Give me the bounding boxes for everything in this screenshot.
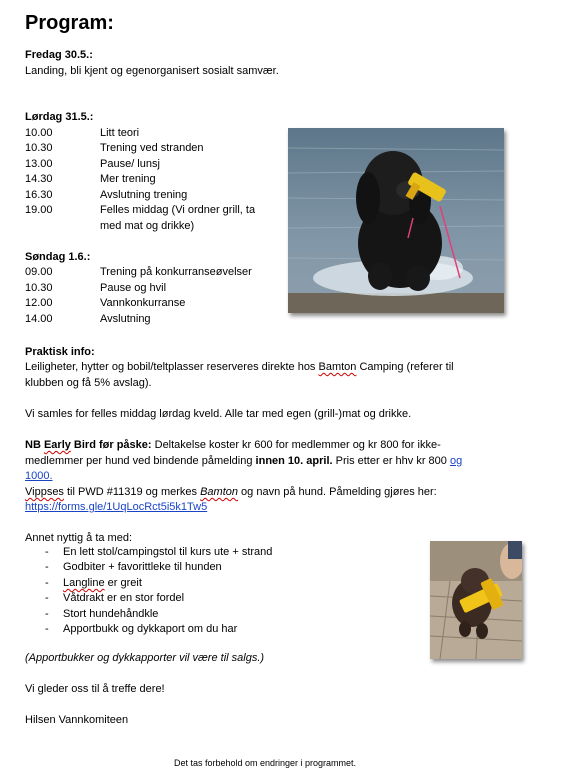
schedule-row: 10.30 Pause og hvil xyxy=(25,282,167,294)
bring-intro: Annet nyttig å ta med: xyxy=(25,532,133,544)
dinner-info: Vi samles for felles middag lørdag kveld. Alle tar med egen (grill-)mat og drikke. xyxy=(25,408,412,420)
schedule-row: 13.00 Pause/ lunsj xyxy=(25,158,160,170)
early-bird-line: 1000. xyxy=(25,470,53,482)
list-item: Våtdrakt er en stor fordel xyxy=(63,592,185,604)
puppy-with-toy-photo xyxy=(430,541,522,659)
early-bird-line: Vippses til PWD #11319 og merkes Bamton og navn på hund. Påmelding gjøres her: xyxy=(25,486,437,498)
signature: Hilsen Vannkomiteen xyxy=(25,714,129,726)
page-title: Program: xyxy=(25,12,114,34)
early-bird-line: NB Early Bird før påske: Deltakelse koster kr 600 for medlemmer og kr 800 for ikke- xyxy=(25,439,441,451)
schedule-row: 19.00 Felles middag (Vi ordner grill, ta xyxy=(25,204,256,216)
list-item: En lett stol/campingstol til kurs ute + strand xyxy=(63,546,273,558)
list-item: Langline er greit xyxy=(63,577,142,589)
schedule-row: 16.30 Avslutning trening xyxy=(25,189,188,201)
sunday-heading: Søndag 1.6.: xyxy=(25,251,91,263)
schedule-row: 10.00 Litt teori xyxy=(25,127,140,139)
closing-greeting: Vi gleder oss til å treffe dere! xyxy=(25,683,165,695)
sale-note: (Apportbukker og dykkapporter vil være til salgs.) xyxy=(25,652,265,664)
saturday-heading: Lørdag 31.5.: xyxy=(25,111,94,123)
early-bird-line: medlemmer per hund ved bindende påmelding innen 10. april. Pris etter er hhv kr 800 og xyxy=(25,455,463,467)
list-item: Stort hundehåndkle xyxy=(63,608,159,620)
friday-text: Landing, bli kjent og egenorganisert sosialt samvær. xyxy=(25,65,279,77)
signup-link[interactable]: https://forms.gle/1UqLocRct5i5k1Tw5 xyxy=(25,501,208,513)
schedule-row: 10.30 Trening ved stranden xyxy=(25,142,204,154)
schedule-row-continued: med mat og drikke) xyxy=(100,220,195,232)
practical-line: klubben og få 5% avslag). xyxy=(25,377,152,389)
footer-note: Det tas forbehold om endringer i programmet. xyxy=(173,758,357,768)
practical-line: Leiligheter, hytter og bobil/teltplasser reserveres direkte hos Bamton Camping (referer til xyxy=(25,361,454,373)
schedule-row: 14.30 Mer trening xyxy=(25,173,156,185)
schedule-row: 12.00 Vannkonkurranse xyxy=(25,297,186,309)
practical-heading: Praktisk info: xyxy=(25,346,95,358)
list-item: Godbiter + favorittleke til hunden xyxy=(63,561,222,573)
friday-heading: Fredag 30.5.: xyxy=(25,49,93,61)
list-item: Apportbukk og dykkaport om du har xyxy=(63,623,238,635)
dog-in-water-photo xyxy=(288,128,504,313)
bring-list: - En lett stol/campingstol til kurs ute + strand - Godbiter + favorittleke til hunden - Langline er greit - Våtdrakt er en stor fordel - Stort hundehåndkle - Apportbukk og dykkaport om du har xyxy=(45,546,273,635)
schedule-row: 09.00 Trening på konkurranseøvelser xyxy=(25,266,252,278)
schedule-row: 14.00 Avslutning xyxy=(25,313,151,325)
